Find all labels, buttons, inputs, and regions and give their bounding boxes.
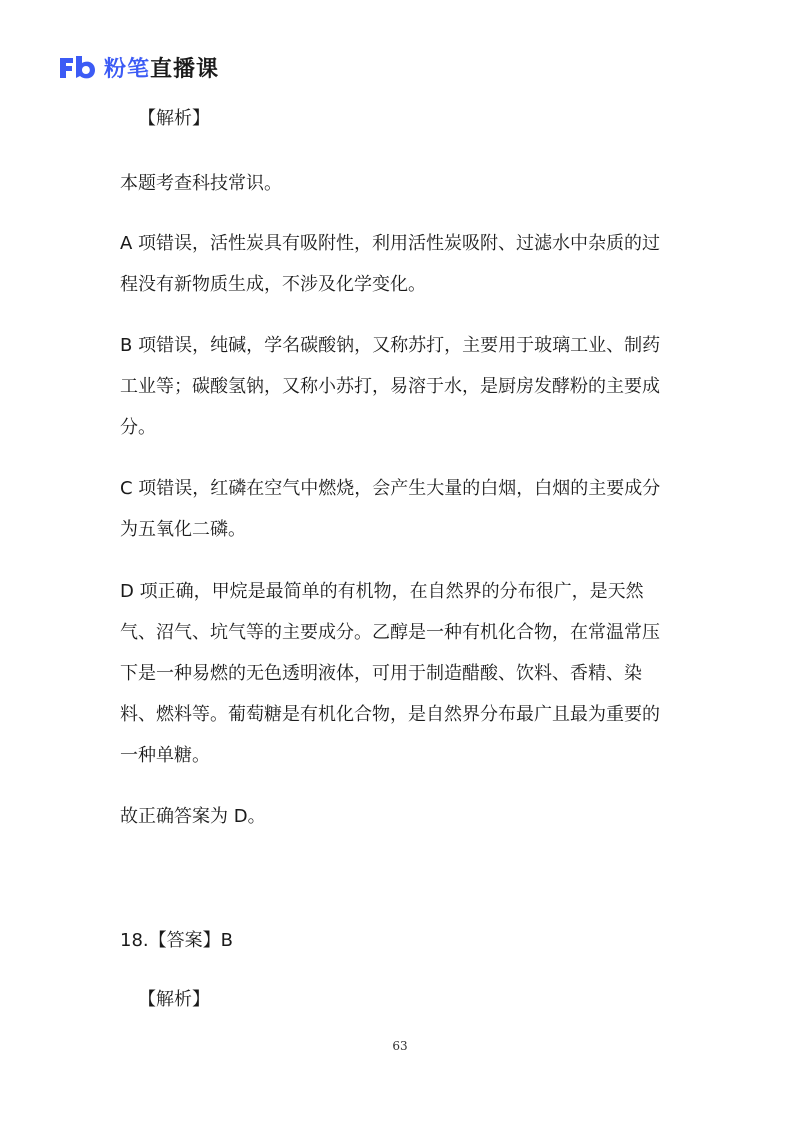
- option-b-line-2: 工业等；碳酸氢钠，又称小苏打，易溶于水，是厨房发酵粉的主要成: [120, 376, 660, 397]
- option-d-line-5: 一种单糖。: [120, 745, 210, 766]
- fenbi-logo-icon: [58, 54, 96, 80]
- conclusion-paragraph: 故正确答案为 D。: [120, 806, 266, 827]
- option-c-line-1: C 项错误，红磷在空气中燃烧，会产生大量的白烟，白烟的主要成分: [120, 478, 661, 499]
- analysis-label: 【解析】: [138, 108, 210, 129]
- option-b-line-3: 分。: [120, 417, 156, 438]
- brand-name: [104, 52, 219, 83]
- brand-name-rest: 直播课: [150, 56, 220, 82]
- intro-paragraph: 本题考查科技常识。: [120, 173, 282, 194]
- option-b-line-1: B 项错误，纯碱，学名碳酸钠，又称苏打，主要用于玻璃工业、制药: [120, 335, 661, 356]
- option-a-line-1: A 项错误，活性炭具有吸附性，利用活性炭吸附、过滤水中杂质的过: [120, 233, 661, 254]
- option-d-line-4: 料、燃料等。葡萄糖是有机化合物，是自然界分布最广且最为重要的: [120, 704, 660, 725]
- brand-name-accent: 粉笔: [104, 56, 151, 82]
- brand-header: [58, 52, 219, 82]
- option-d-line-1: D 项正确，甲烷是最简单的有机物，在自然界的分布很广，是天然: [120, 581, 644, 602]
- option-d-line-3: 下是一种易燃的无色透明液体，可用于制造醋酸、饮料、香精、染: [120, 663, 642, 684]
- option-d-line-2: 气、沼气、坑气等的主要成分。乙醇是一种有机化合物，在常温常压: [120, 622, 660, 643]
- question-answer: 18.【答案】B: [120, 930, 233, 951]
- option-a-line-2: 程没有新物质生成，不涉及化学变化。: [120, 274, 426, 295]
- option-c-line-2: 为五氧化二磷。: [120, 519, 246, 540]
- page-number: 63: [392, 1039, 408, 1053]
- analysis-label-next: 【解析】: [138, 989, 210, 1010]
